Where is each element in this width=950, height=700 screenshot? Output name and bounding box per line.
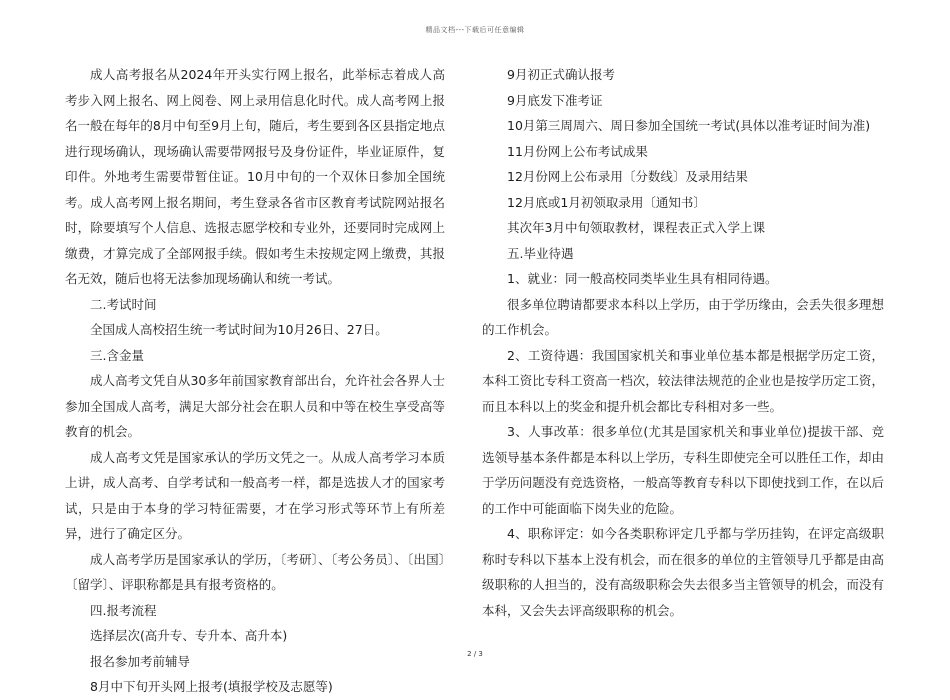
page-number: 2 / 3 (467, 650, 483, 658)
section-heading: 二.考试时间 (90, 296, 157, 312)
list-item: 12月底或1月初领取录用〔通知书〕 (507, 194, 706, 210)
left-column (65, 62, 445, 700)
section-heading: 五.毕业待遇 (507, 245, 574, 261)
list-item: 9月底发下准考证 (507, 92, 603, 108)
list-item: 其次年3月中旬领取教材，课程表正式入学上课 (507, 220, 765, 235)
section-heading: 三.含金量 (90, 347, 144, 363)
paragraph: 2、工资待遇：我国国家机关和事业单位基本都是根据学历定工资，本科工资比专科工资高一档次，较法律法规范的企业也是按学历定工资，而且本科以上的奖金和提升机会都比专科相对多一些。 (482, 347, 884, 414)
paragraph: 成人高考学历是国家承认的学历，〔考研〕、〔考公务员〕、〔出国〕〔留学〕、评职称都是具有报考资格的。 (65, 551, 445, 592)
list-item: 9月初正式确认报考 (507, 67, 615, 82)
paragraph: 3、人事改革：很多单位(尤其是国家机关和事业单位)提拔干部、竞选领导基本条件都是本科以上学历，专科生即使完全可以胜任工作，却由于学历问题没有竞选资格，一般高等教育专科以下即使找到工作，在以后的工作中可能面临下岗失业的危险。 (482, 424, 884, 516)
right-column (482, 62, 884, 623)
paragraph: 成人高考文凭自从30多年前国家教育部出台，允许社会各界人士参加全国成人高考，满足大部分社会在职人员和中等在校生享受高等教育的机会。 (65, 373, 445, 439)
list-item: 选择层次(高升专、专升本、高升本) (90, 628, 288, 643)
section-heading: 四.报考流程 (90, 602, 157, 618)
paragraph: 成人高考报名从2024年开头实行网上报名，此举标志着成人高考步入网上报名、网上阅卷、网上录用信息化时代。成人高考网上报名一般在每年的8月中旬至9月上旬，随后，考生要到各区县指定地点进行现场确认，现场确认需要带网报号及身份证件，毕业证原件，复印件。外地考生需要带暂住证。10月中旬的一个双休日参加全国统考。成人高考网上报名期间，考生登录各省市区教育考试院网站报名时，除要填写个人信息、选报志愿学校和专业外，还要同时完成网上缴费，才算完成了全部网报手续。假如考生未按规定网上缴费，其报名无效，随后也将无法参加现场确认和统一考试。 (65, 67, 445, 286)
paragraph: 成人高考文凭是国家承认的学历文凭之一。从成人高考学习本质上讲，成人高考、自学考试和一般高考一样，都是选拔人才的国家考试，只是由于本身的学习特征需要，才在学习形式等环节上有所差异，进行了确定区分。 (65, 449, 445, 541)
paragraph: 4、职称评定：如今各类职称评定几乎都与学历挂钩，在评定高级职称时专科以下基本上没有机会，而在很多的单位的主管领导几乎都是由高级职称的人担当的，没有高级职称会失去很多当主管领导的机会，而没有本科，又会失去评高级职称的机会。 (482, 526, 884, 618)
list-item: 1、就业：同一般高校同类毕业生具有相同待遇。 (507, 271, 778, 286)
list-item: 10月第三周周六、周日参加全国统一考试(具体以准考证时间为准) (507, 118, 871, 133)
paragraph: 很多单位聘请都要求本科以上学历，由于学历缘由，会丢失很多理想的工作机会。 (482, 296, 884, 337)
list-item: 8月中下旬开头网上报考(填报学校及志愿等) (90, 679, 333, 694)
page-header: 精品文档---下载后可任意编辑 (425, 26, 525, 34)
paragraph: 全国成人高校招生统一考试时间为10月26日、27日。 (90, 322, 388, 337)
list-item: 报名参加考前辅导 (90, 653, 191, 669)
list-item: 12月份网上公布录用〔分数线〕及录用结果 (507, 169, 748, 184)
list-item: 11月份网上公布考试成果 (507, 143, 648, 159)
